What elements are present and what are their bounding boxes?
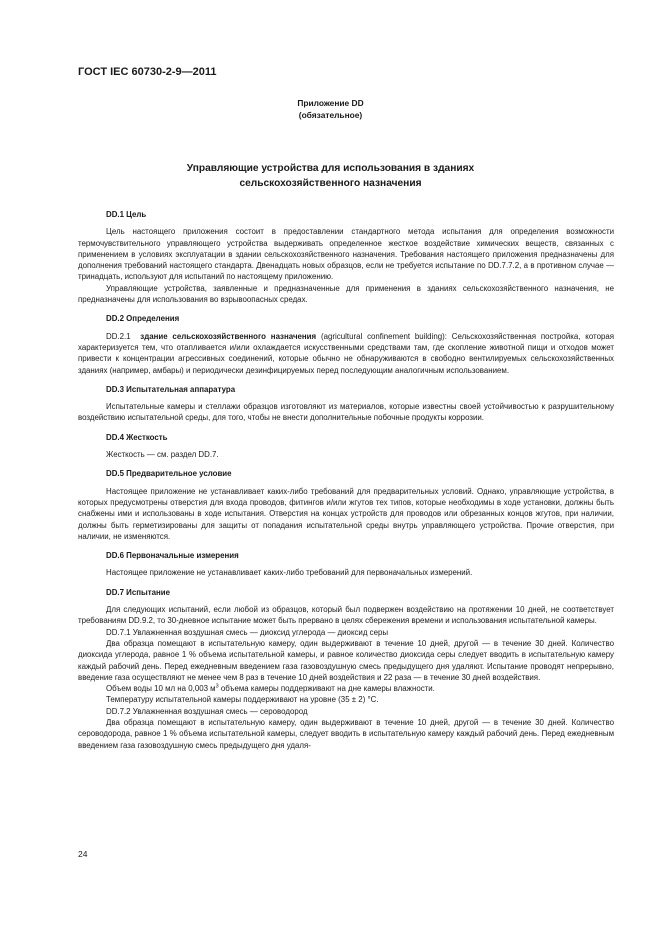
section-heading-dd5: DD.5 Предварительное условие: [106, 469, 232, 479]
paragraph: Управляющие устройства, заявленные и предназначенные для применения в зданиях сельскохозяйственного назначения, не предназначены для использования во взрывоопасных средах.: [78, 283, 614, 305]
section-heading-dd1: DD.1 Цель: [106, 210, 147, 219]
paragraph: Испытательные камеры и стеллажи образцов изготовляют из материалов, которые известны своей устойчивостью к разрушительному воздействию испытательной среды, для того, чтобы не внести дополнительные побочные продукты коррозии.: [78, 402, 614, 423]
section-heading-dd2: DD.2 Определения: [106, 314, 180, 324]
annex-status: (обязательное): [298, 110, 363, 120]
annex-title: [0, 161, 661, 191]
definition-term: здание сельскохозяйственного назначения: [140, 331, 317, 341]
definition-paragraph: [78, 331, 614, 376]
paragraph: Два образца помещают в испытательную камеру, один выдерживают в течение 10 дней, другой — в течение 30 дней. Количество сероводорода, равное 1 % объема испытательной камеры, следует вводить в испытательную камеру каждый рабочий день. Перед ежедневным введением газа газовоздушную смесь предыдущего дня удаля-: [78, 717, 614, 750]
standard-header: ГОСТ IEC 60730-2-9—2011: [78, 66, 217, 78]
subsection-heading-dd7-1: DD.7.1 Увлажненная воздушная смесь — диоксид углерода — диоксид серы: [106, 627, 389, 637]
document-body: [78, 205, 614, 751]
definition-text: (agricultural confinement building): Сельскохозяйственная постройка, которая характеризуется тем, что отапливается и/или охлаждается искусственными средствами там, где скопление животной пищи и отходов может привести к концентрации агрессивных соединений, которые обычно не обнаруживаются в свободно вентилируемых сельскохозяйственных зданиях (например, амбары) и периодически дезинфицируемых перед последующим аналогичным использованием.: [78, 331, 615, 375]
paragraph: Два образца помещают в испытательную камеру, один выдерживают в течение 10 дней, другой — в течение 30 дней. Количество диоксида углерода, равное 1 % объема испытательной камеры, и равное количество диоксида серы следует вводить в испытательную камеру каждый рабочий день. Перед ежедневным введением газа газовоздушную смесь предыдущего дня удаляют. Испытание проводят непрерывно, введение газа осуществляют не менее чем 8 раз в течение 10 дней воздействия и 22 раза — в течение 30 дней воздействия.: [78, 638, 614, 682]
annex-label: Приложение DD: [297, 98, 364, 108]
annex-label-block: [0, 97, 661, 121]
section-heading-dd7: DD.7 Испытание: [106, 587, 170, 597]
section-heading-dd3: DD.3 Испытательная аппаратура: [106, 384, 236, 394]
section-heading-dd6: DD.6 Первоначальные измерения: [106, 551, 239, 561]
paragraph: Настоящее приложение не устанавливает каких-либо требований для предварительных условий. Однако, управляющие устройства, в которых предусмотрены отверстия для входа проводов, фитингов и/или жгутов тех типов, которые необходимы в ходе установки, должны быть снабжены ими и использованы в ходе испытания. Отверстия на концах устройств для проводов или обрезанных концов жгутов, при наличии, должны быть герметизированы для защиты от попадания испытательной среды внутрь управляющего устройства. Прочие отверстия, при наличии, не изменяются.: [78, 486, 614, 541]
paragraph: Жесткость — см. раздел DD.7.: [106, 450, 219, 460]
definition-number: DD.2.1: [106, 331, 131, 341]
annex-title-line2: сельскохозяйственного назначения: [239, 178, 422, 189]
paragraph: Объем воды 10 мл на 0,003 $м^3$ объема камеры поддерживают на дне камеры влажности.: [106, 683, 435, 694]
paragraph: Цель настоящего приложения состоит в предоставлении стандартного метода испытания для определения возможности термочувствительного управляющего устройства выдерживать определенное жесткое воздействие химических веществ, связанных с применением в условиях эксплуатации в здании сельскохозяйственного назначения. Требования настоящего приложения предназначены для дополнения требований настоящего стандарта. Двенадцать новых образцов, если не требуется испытание по DD.7.7.2, а в противном случае — тринадцать, используют для испытаний по настоящему приложению.: [78, 227, 614, 282]
paragraph: Для следующих испытаний, если любой из образцов, который был подвержен воздействию на протяжении 10 дней, не соответствует требованиям DD.9.2, то 30-дневное испытание может быть прервано в целях сбережения времени и использования испытательной камеры.: [78, 605, 614, 626]
paragraph: Настоящее приложение не устанавливает каких-либо требований для первоначальных измерений.: [106, 568, 473, 578]
subsection-heading-dd7-2: DD.7.2 Увлажненная воздушная смесь — сероводород: [106, 706, 308, 716]
annex-title-line1: Управляющие устройства для использования в зданиях: [186, 163, 475, 174]
page-number: 24: [78, 849, 88, 859]
paragraph: Температуру испытательной камеры поддерживают на уровне (35 ± 2) °С.: [106, 695, 379, 705]
section-heading-dd4: DD.4 Жесткость: [106, 432, 168, 442]
